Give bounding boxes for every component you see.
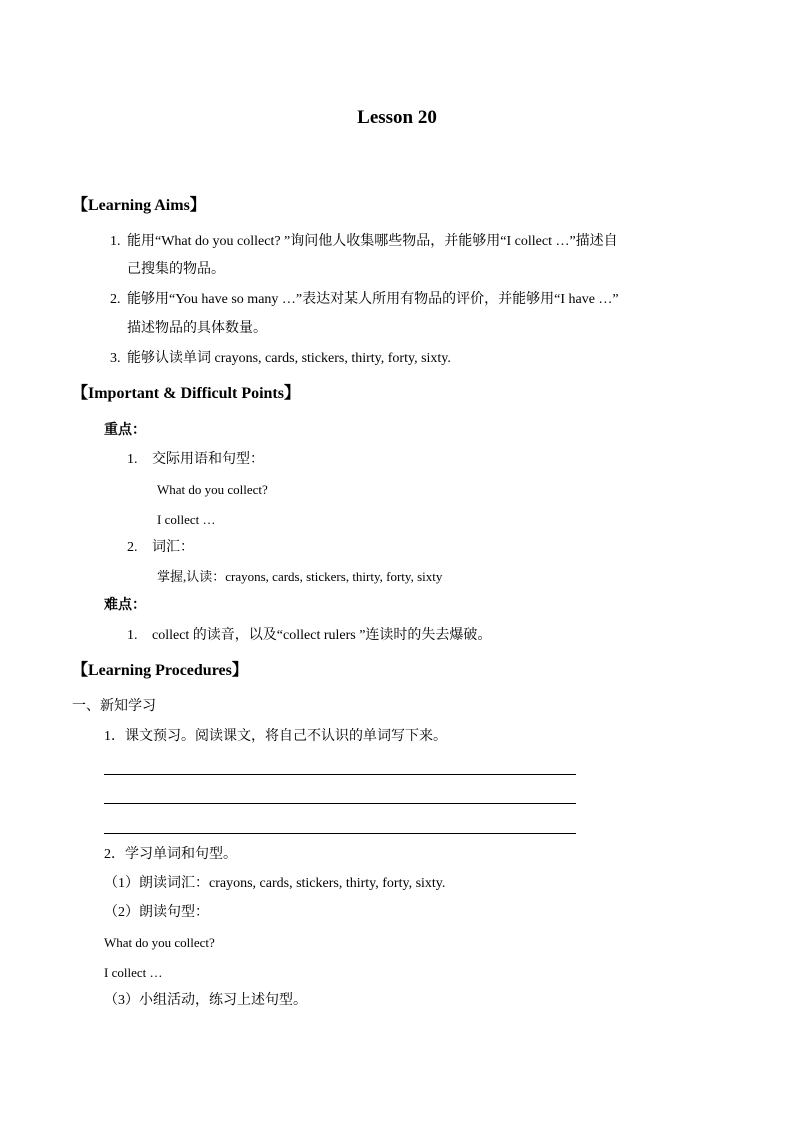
aim-2-text: 能够用“You have so many …”表达对某人所用有物品的评价，并能够用“I have …” xyxy=(127,292,619,307)
answer-line-1[interactable] xyxy=(104,774,576,775)
aim-2-text-cont: 描述物品的具体数量。 xyxy=(127,321,267,336)
key-points-label: 重点： xyxy=(104,423,146,438)
part-1-heading: 一、新知学习 xyxy=(72,699,156,714)
points-heading: 【Important & Difficult Points】 xyxy=(72,385,300,402)
aim-2-number: 2. xyxy=(110,292,121,307)
step-1-text: 1．课文预习。阅读课文，将自己不认识的单词写下来。 xyxy=(104,729,447,744)
key-sentence-1: What do you collect? xyxy=(157,482,268,497)
sub-step-1-text: （1）朗读词汇：crayons, cards, stickers, thirty, forty, sixty. xyxy=(104,876,446,891)
key-point-1-label: 交际用语和句型： xyxy=(152,452,264,467)
sub-step-3-text: （3）小组活动，练习上述句型。 xyxy=(104,993,307,1008)
procedures-heading: 【Learning Procedures】 xyxy=(72,662,248,679)
step-2-text: 2．学习单词和句型。 xyxy=(104,847,237,862)
sub-step-2-text: （2）朗读句型： xyxy=(104,905,209,920)
page-title: Lesson 20 xyxy=(357,107,437,128)
aim-1-text-cont: 己搜集的物品。 xyxy=(127,262,225,277)
key-vocabulary: 掌握,认读：crayons, cards, stickers, thirty, forty, sixty xyxy=(157,569,443,584)
key-point-2-number: 2. xyxy=(127,540,138,555)
sentence-2: I collect … xyxy=(104,965,163,980)
difficult-point-1-number: 1. xyxy=(127,628,138,643)
sentence-1: What do you collect? xyxy=(104,935,215,950)
aim-3-number: 3. xyxy=(110,351,121,366)
difficult-point-1-text: collect 的读音，以及“collect rulers ”连读时的失去爆破。 xyxy=(152,628,492,643)
learning-aims-heading: 【Learning Aims】 xyxy=(72,197,206,214)
key-point-2-label: 词汇： xyxy=(152,540,194,555)
key-sentence-2: I collect … xyxy=(157,512,216,527)
key-point-1-number: 1. xyxy=(127,452,138,467)
aim-3-text: 能够认读单词 crayons, cards, stickers, thirty, forty, sixty. xyxy=(127,351,451,366)
aim-1-number: 1. xyxy=(110,234,121,249)
aim-1-text: 能用“What do you collect? ”询问他人收集哪些物品，并能够用“I collect …”描述自 xyxy=(127,234,618,249)
answer-line-2[interactable] xyxy=(104,803,576,804)
answer-line-3[interactable] xyxy=(104,833,576,834)
difficult-points-label: 难点： xyxy=(104,598,146,613)
